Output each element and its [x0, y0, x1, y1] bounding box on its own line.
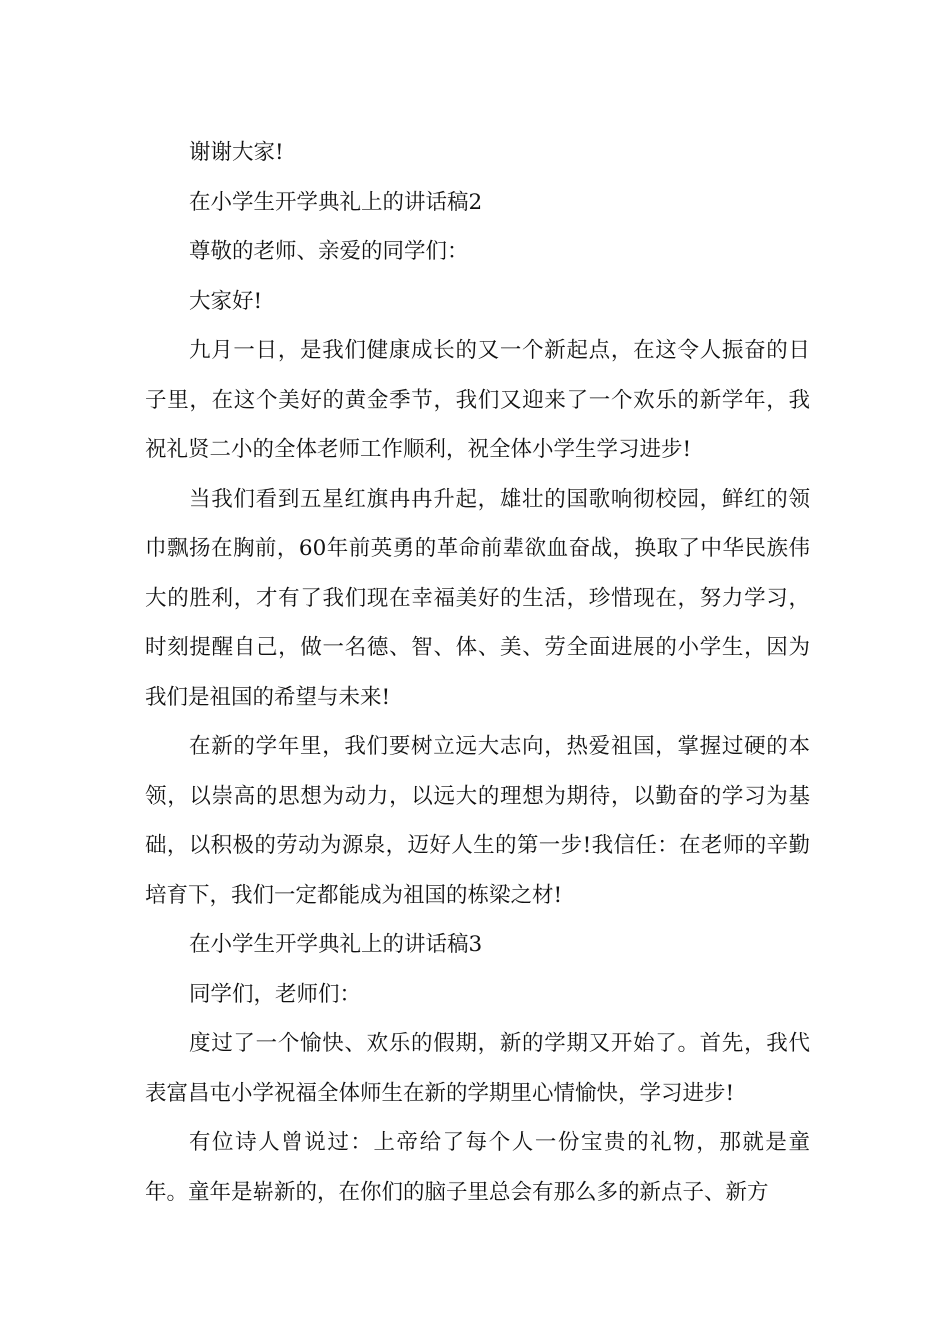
- body-paragraph: 九月一日，是我们健康成长的又一个新起点，在这令人振奋的日子里，在这个美好的黄金季节，我们又迎来了一个欢乐的新学年，我祝礼贤二小的全体老师工作顺利，祝全体小学生学习进步!: [145, 338, 810, 462]
- body-paragraph: 在新的学年里，我们要树立远大志向，热爱祖国，掌握过硬的本领，以崇高的思想为动力，以远大的理想为期待，以勤奋的学习为基础，以积极的劳动为源泉，迈好人生的第一步!我信任：在老师的辛勤培育下，我们一定都能成为祖国的栋梁之材!: [145, 734, 810, 908]
- body-paragraph: 度过了一个愉快、欢乐的假期，新的学期又开始了。首先，我代表富昌屯小学祝福全体师生在新的学期里心情愉快，学习进步!: [145, 1031, 810, 1106]
- section-title-3: 在小学生开学典礼上的讲话稿3: [189, 932, 483, 957]
- salutation: 同学们，老师们：: [189, 981, 362, 1007]
- body-paragraph: 有位诗人曾说过：上帝给了每个人一份宝贵的礼物，那就是童年。童年是崭新的，在你们的脑子里总会有那么多的新点子、新方: [145, 1130, 810, 1205]
- body-paragraph: 当我们看到五星红旗冉冉升起，雄壮的国歌响彻校园，鲜红的领巾飘扬在胸前，60年前英勇的革命前辈欲血奋战，换取了中华民族伟大的胜利，才有了我们现在幸福美好的生活，珍惜现在，努力学习，时刻提醒自己，做一名德、智、体、美、劳全面进展的小学生，因为我们是祖国的希望与未来!: [145, 486, 810, 710]
- document-body: [145, 128, 810, 1217]
- greeting: 大家好!: [189, 288, 263, 314]
- section-title-2: 在小学生开学典礼上的讲话稿2: [189, 189, 483, 215]
- salutation: 尊敬的老师、亲爱的同学们：: [189, 239, 469, 264]
- closing-line: 谢谢大家!: [189, 140, 284, 165]
